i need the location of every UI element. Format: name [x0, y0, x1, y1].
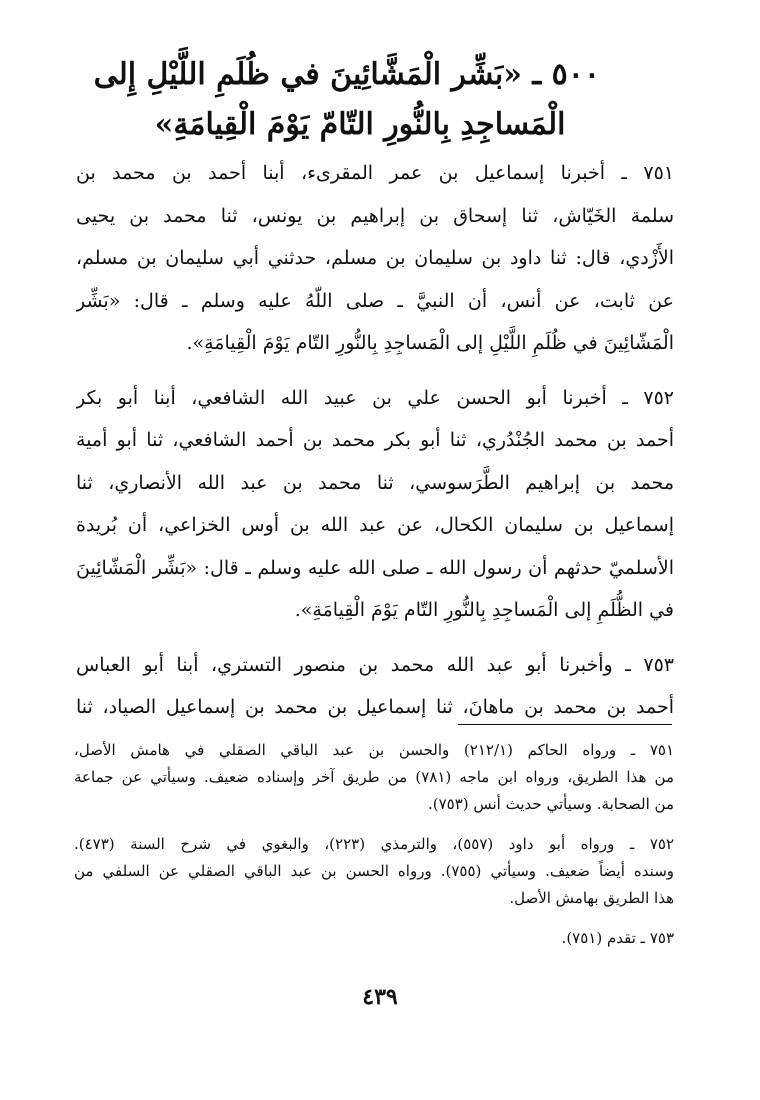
main-text	[76, 152, 674, 729]
text-line: عن ثابت، عن أنس، أن النبيَّ ـ صلى اللّهُ عليه وسلم ـ قال: «بَشِّر	[76, 289, 674, 312]
chapter-title-line-1: ٥٠٠ ـ «بَشِّر الْمَشَّائِينَ في ظُلَمِ اللَّيْلِ إِلى	[93, 57, 600, 92]
footnote-line: من هذا الطريق، ورواه ابن ماجه (٧٨١) من طريق آخر وإسناده ضعيف. وسيأتي عن جماعة	[74, 768, 674, 786]
hadith-paragraph-752	[76, 377, 674, 632]
footnote-line: ٧٥٣ ـ تقدم (٧٥١).	[561, 929, 674, 947]
page-number: ٤٣٩	[362, 984, 398, 1010]
footnote-line: ٧٥٢ ـ ورواه أبو داود (٥٥٧)، والترمذي (٢٢٣)، والبغوي في شرح السنة (٤٧٣).	[74, 835, 674, 853]
footnote-751	[74, 737, 674, 818]
text-line: إسماعيل بن سليمان الكحال، عن عبد الله بن أوس الخزاعي، أن بُريدة	[76, 514, 674, 536]
text-line: الأسلميّ حدثهم أن رسول الله ـ صلى الله عليه وسلم ـ قال: «بَشِّر الْمَشّائِينَ	[76, 556, 674, 579]
footnote-753	[74, 925, 674, 952]
text-line: الْمَشّائِينَ في ظُلَمِ اللَّيْلِ إلى الْمَساجِدِ بِالنُّورِ التّام يَوْمَ الْقِيامَةِ».	[186, 332, 674, 354]
footnote-line: هذا الطريق بهامش الأصل.	[509, 889, 674, 907]
hadith-paragraph-751	[76, 152, 674, 365]
text-line: أحمد بن محمد بن ماهانَ، ثنا إسماعيل بن محمد بن إسماعيل الصياد، ثنا	[76, 696, 674, 718]
hadith-paragraph-753	[76, 644, 674, 729]
text-line: ٧٥١ ـ أخبرنا إسماعيل بن عمر المقرىء، أبنا أحمد بن محمد بن	[76, 162, 674, 184]
text-line: أحمد بن محمد الجُنْدُري، ثنا أبو بكر محمد بن أحمد الشافعي، ثنا أبو أمية	[76, 429, 674, 451]
text-line: الأَزْدي، قال: ثنا داود بن سليمان بن مسلم، حدثني أبي سليمان بن مسلم،	[76, 247, 674, 269]
footnotes	[74, 737, 674, 952]
text-line: ٧٥٢ ـ أخبرنا أبو الحسن علي بن عبيد الله الشافعي، أبنا أبو بكر	[76, 386, 674, 409]
text-line: في الظُّلَمِ إلى الْمَساجِدِ بِالنُّورِ التّام يَوْمَ الْقِيامَةِ».	[294, 599, 674, 621]
chapter-title	[93, 50, 600, 150]
text-line: سلمة الخَيّاش، ثنا إسحاق بن إبراهيم بن يونس، ثنا محمد بن يحيى	[76, 204, 674, 227]
footnote-line: من الصحابة. وسيأتي حديث أنس (٧٥٣).	[427, 795, 674, 813]
text-line: محمد بن إبراهيم الطَّرَسوسي، ثنا محمد بن عبد الله الأنصاري، ثنا	[76, 471, 674, 494]
chapter-title-line-2: الْمَساجِدِ بِالنُّورِ التّامّ يَوْمَ الْقِيامَةِ»	[154, 107, 566, 142]
footnote-752	[74, 831, 674, 912]
text-line: ٧٥٣ ـ وأخبرنا أبو عبد الله محمد بن منصور التستري، أبنا أبو العباس	[76, 653, 674, 676]
footnote-divider	[458, 724, 672, 725]
footnote-line: ٧٥١ ـ ورواه الحاكم (٢١٢/١) والحسن بن عبد الباقي الصقلي في هامش الأصل،	[74, 741, 674, 759]
footnote-line: وسنده أيضاً ضعيف. وسيأتي (٧٥٥). ورواه الحسن بن عبد الباقي الصقلي عن السلفي من	[74, 862, 674, 880]
